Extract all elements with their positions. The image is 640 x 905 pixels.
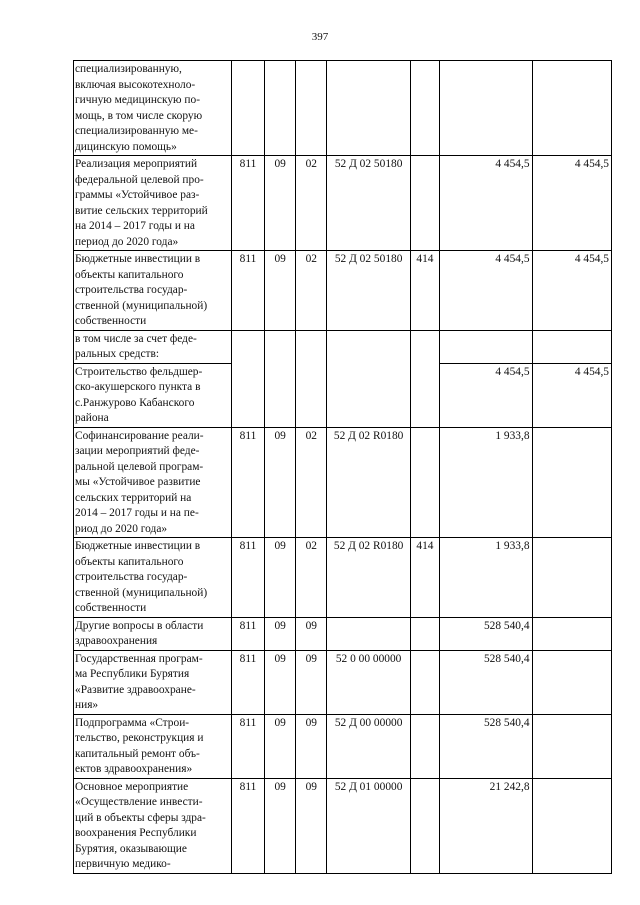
ministry-code-cell: 811	[231, 251, 264, 331]
expense-type-cell: 414	[410, 251, 439, 331]
subsection-code-cell: 02	[296, 538, 327, 618]
row-name-cell: Реализация мероприятий федеральной целевой про- граммы «Устойчивое раз- витие сельских территорий на 2014 – 2017 годы и на период до 2020 года»	[74, 156, 232, 251]
subsection-code-cell: 02	[296, 427, 327, 538]
row-name-cell: Строительство фельдшер- ско-акушерского пункта в с.Ранжурово Кабанского района	[74, 363, 232, 427]
target-code-cell: 52 0 00 00000	[327, 650, 410, 714]
amount-cell: 21 242,8	[440, 778, 533, 873]
amount-cell: 4 454,5	[440, 363, 533, 427]
table-row	[74, 251, 612, 331]
section-code-cell: 09	[265, 427, 296, 538]
table-row	[74, 650, 612, 714]
table-row	[74, 427, 612, 538]
amount-fed-cell: 4 454,5	[532, 156, 611, 251]
expense-type-cell	[410, 156, 439, 251]
section-code-cell: 09	[265, 617, 296, 650]
row-name-cell: Государственная програм- ма Республики Бурятия «Развитие здравоохране- ния»	[74, 650, 232, 714]
row-name-cell: Бюджетные инвестиции в объекты капитального строительства государ- ственной (муниципальной) собственности	[74, 251, 232, 331]
amount-cell: 528 540,4	[440, 617, 533, 650]
expense-type-cell	[410, 650, 439, 714]
ministry-code-cell: 811	[231, 650, 264, 714]
amount-fed-cell	[532, 538, 611, 618]
subsection-code-cell: 09	[296, 714, 327, 778]
ministry-code-cell	[231, 61, 264, 156]
amount-cell	[440, 61, 533, 156]
target-code-cell: 52 Д 02 50180	[327, 156, 410, 251]
section-code-cell: 09	[265, 650, 296, 714]
row-name-cell: Бюджетные инвестиции в объекты капитального строительства государ- ственной (муниципальной) собственности	[74, 538, 232, 618]
amount-cell: 4 454,5	[440, 156, 533, 251]
amount-cell: 4 454,5	[440, 251, 533, 331]
ministry-code-cell: 811	[231, 778, 264, 873]
amount-cell: 1 933,8	[440, 538, 533, 618]
amount-fed-cell	[532, 650, 611, 714]
table-row	[74, 778, 612, 873]
subsection-code-cell	[296, 61, 327, 156]
section-code-cell: 09	[265, 714, 296, 778]
row-name-cell: Софинансирование реали- зации мероприятий феде- ральной целевой програм- мы «Устойчивое развитие сельских территорий на 2014 – 2017 годы и на пе- риод до 2020 года»	[74, 427, 232, 538]
subsection-code-cell: 09	[296, 617, 327, 650]
target-code-cell	[327, 330, 410, 427]
target-code-cell: 52 Д 00 00000	[327, 714, 410, 778]
ministry-code-cell: 811	[231, 617, 264, 650]
table-row	[74, 330, 612, 363]
subsection-code-cell: 02	[296, 251, 327, 331]
subsection-code-cell: 02	[296, 156, 327, 251]
target-code-cell	[327, 617, 410, 650]
row-name-cell: Основное мероприятие «Осуществление инвести- ций в объекты сферы здра- воохранения Республики Бурятия, оказывающие первичную медико-	[74, 778, 232, 873]
row-name-cell: в том числе за счет феде- ральных средств:	[74, 330, 232, 363]
table-row	[74, 538, 612, 618]
ministry-code-cell: 811	[231, 427, 264, 538]
subsection-code-cell: 09	[296, 778, 327, 873]
subsection-code-cell	[296, 330, 327, 427]
row-name-cell: специализированную, включая высокотехноло- гичную медицинскую по- мощь, в том числе скорую специализированную ме- дицинскую помощь»	[74, 61, 232, 156]
table-row	[74, 617, 612, 650]
budget-table	[73, 60, 612, 874]
amount-fed-cell	[532, 714, 611, 778]
ministry-code-cell: 811	[231, 538, 264, 618]
ministry-code-cell	[231, 330, 264, 427]
table-row	[74, 61, 612, 156]
row-name-cell: Другие вопросы в области здравоохранения	[74, 617, 232, 650]
section-code-cell: 09	[265, 778, 296, 873]
section-code-cell: 09	[265, 251, 296, 331]
expense-type-cell	[410, 778, 439, 873]
expense-type-cell: 414	[410, 538, 439, 618]
ministry-code-cell: 811	[231, 156, 264, 251]
amount-cell: 528 540,4	[440, 714, 533, 778]
subsection-code-cell: 09	[296, 650, 327, 714]
expense-type-cell	[410, 61, 439, 156]
expense-type-cell	[410, 427, 439, 538]
amount-cell	[440, 330, 533, 363]
target-code-cell: 52 Д 02 R0180	[327, 427, 410, 538]
amount-fed-cell	[532, 427, 611, 538]
section-code-cell: 09	[265, 156, 296, 251]
amount-fed-cell	[532, 778, 611, 873]
ministry-code-cell: 811	[231, 714, 264, 778]
expense-type-cell	[410, 714, 439, 778]
amount-fed-cell	[532, 617, 611, 650]
expense-type-cell	[410, 330, 439, 427]
table-row	[74, 156, 612, 251]
expense-type-cell	[410, 617, 439, 650]
amount-fed-cell: 4 454,5	[532, 363, 611, 427]
section-code-cell	[265, 61, 296, 156]
target-code-cell: 52 Д 02 R0180	[327, 538, 410, 618]
row-name-cell: Подпрограмма «Строи- тельство, реконструкция и капитальный ремонт объ- ектов здравоохранения»	[74, 714, 232, 778]
target-code-cell	[327, 61, 410, 156]
table-row	[74, 714, 612, 778]
amount-fed-cell	[532, 61, 611, 156]
section-code-cell	[265, 330, 296, 427]
amount-fed-cell	[532, 330, 611, 363]
page-number: 397	[311, 31, 329, 43]
amount-cell: 528 540,4	[440, 650, 533, 714]
amount-fed-cell: 4 454,5	[532, 251, 611, 331]
target-code-cell: 52 Д 01 00000	[327, 778, 410, 873]
target-code-cell: 52 Д 02 50180	[327, 251, 410, 331]
section-code-cell: 09	[265, 538, 296, 618]
amount-cell: 1 933,8	[440, 427, 533, 538]
